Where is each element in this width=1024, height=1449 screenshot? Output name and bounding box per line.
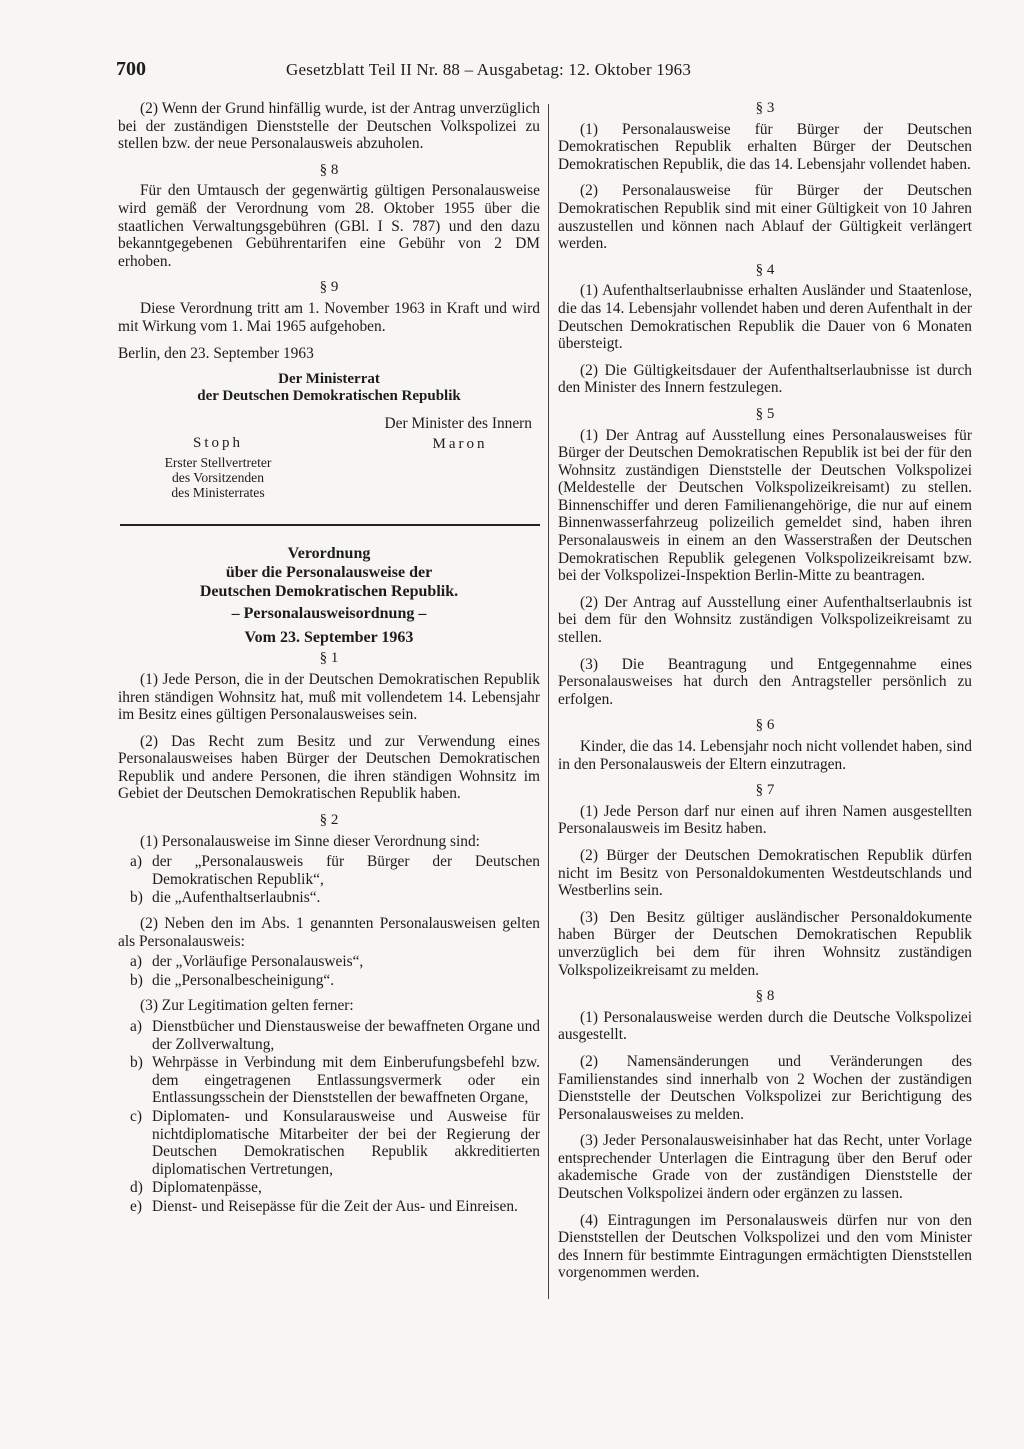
signer-role: des Vorsitzenden	[172, 469, 264, 485]
list-item	[130, 953, 540, 971]
list-item-text: Dienstbücher und Dienstausweise der bewaffneten Organe und der Zollverwaltung,	[152, 1018, 540, 1053]
place-date: Berlin, den 23. September 1963	[118, 345, 314, 363]
list-item-text: Diplomatenpässe,	[152, 1179, 262, 1197]
signer-name: Stoph	[192, 435, 243, 452]
section-heading: § 4	[755, 261, 775, 278]
list-item-text: Diplomaten- und Konsularausweise und Ausweise für nichtdiplomatische Mitarbeiter der bei der Regierung der Deutschen Demokratischen Republik akkreditierten diplomatischen Vertretungen,	[152, 1107, 540, 1178]
paragraph: (2) Neben den im Abs. 1 genannten Personalausweisen gelten als Personalausweis:	[118, 915, 540, 950]
list-item-text: der „Personalausweis für Bürger der Deutschen Demokratischen Republik“,	[152, 853, 540, 888]
item-list	[118, 1018, 540, 1216]
list-item-text: die „Personalbescheinigung“.	[152, 971, 335, 989]
paragraph: (2) Bürger der Deutschen Demokratischen Republik dürfen nicht im Besitz von Personaldokumenten Westdeutschlands und Westberlins sein.	[558, 846, 972, 900]
list-item	[130, 1108, 540, 1178]
paragraph: (1) Personalausweise für Bürger der Deutschen Demokratischen Republik erhalten Bürger der Deutschen Demokratischen Republik, die das 14. Lebensjahr vollendet haben.	[558, 120, 972, 173]
signer-role: des Ministerrates	[171, 484, 265, 500]
signer-right	[380, 436, 540, 500]
paragraph: (2) Wenn der Grund hinfällig wurde, ist der Antrag unverzüglich bei der zuständigen Dienststelle der Deutschen Volkspolizei zu stellen bzw. der neue Personalausweis abzuholen.	[118, 100, 540, 153]
section-heading: § 7	[755, 782, 775, 799]
list-item	[130, 1179, 540, 1197]
page-header	[116, 58, 776, 86]
section-heading: § 3	[755, 100, 775, 116]
section-heading: § 8	[755, 988, 775, 1005]
paragraph: (1) Der Antrag auf Ausstellung eines Personalausweises für Bürger der Deutschen Demokratischen Republik ist bei der für den Wohnsitz zuständigen Dienststelle der Deutschen Volkspolizei (Meldestelle der Deutschen Volkspolizeikreisamt) zu stellen. Binnenschiffer und deren Familienangehörige, die nur auf einem Binnenwasserfahrzeug polizeilich gemeldet sind, haben ihren Personalausweis in einem an den Wasserstraßen der Deutschen Demokratischen Republik gelegenen Volkspolizeikreisamt bzw. bei der Volkspolizei-Inspektion Berlin-Mitte zu beantragen.	[558, 426, 972, 585]
list-item-label: b)	[130, 1054, 143, 1072]
right-column	[558, 100, 972, 1291]
section-heading: § 5	[755, 405, 775, 422]
ordinance-subtitle: – Personalausweisordnung –	[231, 605, 427, 623]
ordinance-title	[118, 544, 540, 601]
paragraph: (3) Zur Legitimation gelten ferner:	[140, 997, 354, 1015]
item-list	[118, 853, 540, 907]
paragraph: (1) Jede Person, die in der Deutschen Demokratischen Republik ihren ständigen Wohnsitz hat, muß mit vollendetem 14. Lebensjahr im Besitz eines gültigen Personalausweises sein.	[118, 670, 540, 724]
page-number: 700	[116, 58, 146, 80]
list-item-label: b)	[130, 889, 143, 907]
paragraph: (2) Der Antrag auf Ausstellung einer Aufenthaltserlaubnis ist bei dem für den Wohnsitz zuständigen Volkspolizeikreisamt zu stellen.	[558, 593, 972, 647]
paragraph: (2) Personalausweise für Bürger der Deutschen Demokratischen Republik sind mit einer Gültigkeit von 10 Jahren auszustellen und können nach Ablauf der Gültigkeit verlängert werden.	[558, 182, 972, 253]
minister-title: Der Minister des Innern	[384, 414, 532, 432]
list-item-label: e)	[130, 1197, 142, 1215]
signer-name: Maron	[432, 436, 488, 453]
section-heading: § 8	[319, 161, 339, 178]
paragraph: (2) Namensänderungen und Veränderungen des Familienstandes sind innerhalb von 2 Wochen der zuständigen Dienststelle der Deutschen Volkspolizei zur Berichtigung des Personalausweises zu melden.	[558, 1052, 972, 1123]
section-heading: § 6	[755, 717, 775, 734]
list-item-label: a)	[130, 953, 142, 971]
signer-left	[118, 436, 318, 500]
list-item-text: Wehrpässe in Verbindung mit dem Einberufungsbefehl bzw. dem eingetragenen Entlassungsvermerk oder ein Entlassungsschein der Dienststellen der bewaffneten Organe,	[152, 1054, 540, 1107]
section-rule	[120, 524, 540, 526]
paragraph: (2) Das Recht zum Besitz und zur Verwendung eines Personalausweises haben Bürger der Deutschen Demokratischen Republik und andere Personen, die ihren ständigen Wohnsitz im Gebiet der Deutschen Demokratischen Republik haben.	[118, 732, 540, 803]
list-item	[130, 853, 540, 888]
council-line: Der Ministerrat	[278, 370, 380, 387]
left-column	[118, 100, 540, 1217]
paragraph: Für den Umtausch der gegenwärtig gültigen Personalausweise wird gemäß der Verordnung vom 28. Oktober 1955 über die staatlichen Verwaltungsgebühren (GBl. I S. 787) und den dazu bekanntgegebenen Gebührentarifen eine Gebühr von 2 DM erhoben.	[118, 182, 540, 270]
council-line: der Deutschen Demokratischen Republik	[197, 387, 461, 404]
signature-block	[118, 436, 540, 500]
section-heading: § 1	[319, 650, 339, 667]
paragraph: Diese Verordnung tritt am 1. November 1963 in Kraft und wird mit Wirkung vom 1. Mai 1965 aufgehoben.	[118, 299, 540, 335]
ordinance-title-line: Deutschen Demokratischen Republik.	[199, 583, 459, 601]
paragraph: (2) Die Gültigkeitsdauer der Aufenthaltserlaubnisse ist durch den Minister des Innern festzulegen.	[558, 361, 972, 397]
ordinance-title-line: über die Personalausweise der	[225, 564, 433, 582]
paragraph: (3) Die Beantragung und Entgegennahme eines Personalausweises hat durch den Antragsteller persönlich zu erfolgen.	[558, 655, 972, 708]
item-list	[118, 953, 540, 989]
paragraph: (1) Jede Person darf nur einen auf ihren Namen ausgestellten Personalausweis im Besitz haben.	[558, 802, 972, 838]
paragraph: (4) Eintragungen im Personalausweis dürfen nur von den Dienststellen der Deutschen Volkspolizei und den vom Minister des Innern für bestimmte Eintragungen ermächtigten Dienststellen vorgenommen werden.	[558, 1211, 972, 1282]
signer-role: Erster Stellvertreter	[164, 454, 272, 470]
list-item	[130, 972, 540, 990]
ordinance-title-line: Verordnung	[287, 545, 371, 563]
column-divider	[548, 104, 549, 1299]
list-item-text: die „Aufenthaltserlaubnis“.	[152, 889, 321, 907]
paragraph: (3) Den Besitz gültiger ausländischer Personaldokumente haben Bürger der Deutschen Demokratischen Republik unverzüglich bei dem für ihren Wohnsitz zuständigen Volkspolizeikreisamt zu melden.	[558, 908, 972, 979]
list-item-label: a)	[130, 853, 142, 871]
list-item	[130, 889, 540, 907]
list-item-label: c)	[130, 1107, 142, 1125]
list-item-label: a)	[130, 1018, 142, 1035]
section-heading: § 2	[319, 812, 339, 829]
ordinance-date: Vom 23. September 1963	[244, 628, 414, 646]
list-item-label: b)	[130, 971, 143, 989]
list-item-text: Dienst- und Reisepässe für die Zeit der Aus- und Einreisen.	[152, 1197, 518, 1215]
list-item-text: der „Vorläufige Personalausweis“,	[152, 953, 364, 971]
paragraph: (1) Personalausweise werden durch die Deutsche Volkspolizei ausgestellt.	[558, 1008, 972, 1044]
running-title: Gesetzblatt Teil II Nr. 88 – Ausgabetag: 12. Oktober 1963	[286, 60, 692, 79]
list-item-label: d)	[130, 1179, 143, 1197]
paragraph: (1) Aufenthaltserlaubnisse erhalten Ausländer und Staatenlose, die das 14. Lebensjahr vollendet haben und deren Aufenthalt in der Deutschen Demokratischen Republik die Dauer von 6 Monaten übersteigt.	[558, 282, 972, 353]
list-item	[130, 1018, 540, 1053]
section-heading: § 9	[319, 279, 339, 296]
paragraph: (1) Personalausweise im Sinne dieser Verordnung sind:	[140, 832, 480, 850]
list-item	[130, 1054, 540, 1107]
paragraph: (3) Jeder Personalausweisinhaber hat das Recht, unter Vorlage entsprechender Unterlagen die Eintragung über den Beruf oder akademische Grade von der zuständigen Dienststelle der Deutschen Volkspolizei ändern oder ergänzen zu lassen.	[558, 1132, 972, 1203]
paragraph: Kinder, die das 14. Lebensjahr noch nicht vollendet haben, sind in den Personalausweis der Eltern einzutragen.	[558, 738, 972, 773]
list-item	[130, 1198, 540, 1216]
council-name	[118, 371, 540, 405]
